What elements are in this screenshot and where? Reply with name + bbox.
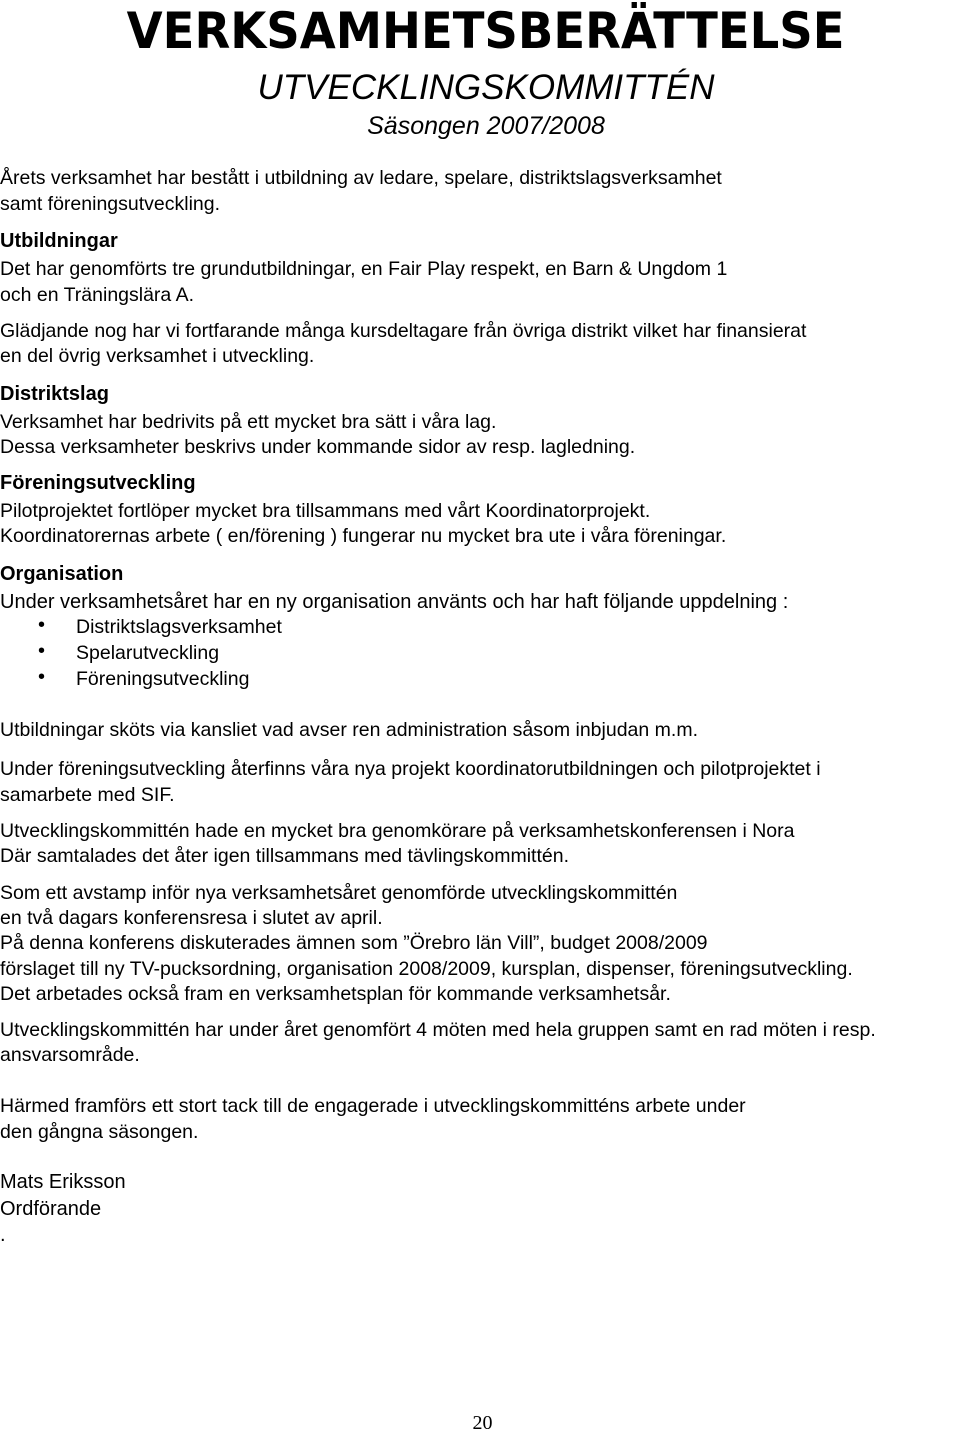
section-heading-organisation: Organisation bbox=[0, 563, 124, 585]
paragraph-line: Det arbetades också fram en verksamhetsplan för kommande verksamhetsår. bbox=[0, 983, 671, 1005]
paragraph-line: den gångna säsongen. bbox=[0, 1121, 199, 1143]
document-title: VERKSAMHETSBERÄTTELSE bbox=[126, 2, 845, 60]
document-subtitle: UTVECKLINGSKOMMITTÉN bbox=[257, 68, 715, 107]
paragraph-line: Utbildningar sköts via kansliet vad avser ren administration såsom inbjudan m.m. bbox=[0, 719, 698, 741]
page-number: 20 bbox=[472, 1412, 493, 1434]
intro-line: samt föreningsutveckling. bbox=[0, 193, 221, 215]
paragraph-line: ansvarsområde. bbox=[0, 1044, 140, 1066]
intro-line: Årets verksamhet har bestått i utbildning av ledare, spelare, distriktslagsverksamhet bbox=[0, 167, 722, 189]
section-text: en del övrig verksamhet i utveckling. bbox=[0, 345, 315, 367]
signature-role: Ordförande bbox=[0, 1198, 102, 1220]
list-item: Spelarutveckling bbox=[76, 642, 220, 664]
paragraph-line: Utvecklingskommittén hade en mycket bra genomkörare på verksamhetskonferensen i Nora bbox=[0, 820, 795, 842]
paragraph-line: Där samtalades det åter igen tillsammans med tävlingskommittén. bbox=[0, 845, 569, 867]
signature-name: Mats Eriksson bbox=[0, 1171, 126, 1193]
section-text: Under verksamhetsåret har en ny organisation använts och har haft följande uppdelning : bbox=[0, 591, 789, 613]
paragraph-line: Härmed framförs ett stort tack till de engagerade i utvecklingskommitténs arbete under bbox=[0, 1095, 746, 1117]
section-text: Pilotprojektet fortlöper mycket bra tillsammans med vårt Koordinatorprojekt. bbox=[0, 500, 651, 522]
section-text: Koordinatorernas arbete ( en/förening ) fungerar nu mycket bra ute i våra föreningar. bbox=[0, 525, 727, 547]
bullet-icon: • bbox=[38, 614, 46, 636]
season-label: Säsongen 2007/2008 bbox=[367, 112, 605, 140]
paragraph-line: Utvecklingskommittén har under året genomfört 4 möten med hela gruppen samt en rad möten i resp. bbox=[0, 1019, 876, 1041]
list-item: Distriktslagsverksamhet bbox=[76, 616, 282, 638]
paragraph-line: samarbete med SIF. bbox=[0, 784, 175, 806]
section-heading-distriktslag: Distriktslag bbox=[0, 383, 109, 405]
bullet-icon: • bbox=[38, 666, 46, 688]
section-text: Glädjande nog har vi fortfarande många kursdeltagare från övriga distrikt vilket har finansierat bbox=[0, 320, 807, 342]
signature-dot: . bbox=[0, 1224, 6, 1246]
section-text: Det har genomförts tre grundutbildningar, en Fair Play respekt, en Barn & Ungdom 1 bbox=[0, 258, 728, 280]
section-text: Verksamhet har bedrivits på ett mycket bra sätt i våra lag. bbox=[0, 411, 497, 433]
section-heading-utbildningar: Utbildningar bbox=[0, 230, 118, 252]
list-item: Föreningsutveckling bbox=[76, 668, 250, 690]
paragraph-line: Under föreningsutveckling återfinns våra nya projekt koordinatorutbildningen och pilotprojektet i bbox=[0, 758, 821, 780]
paragraph-line: Som ett avstamp inför nya verksamhetsåret genomförde utvecklingskommittén bbox=[0, 882, 678, 904]
section-text: och en Träningslära A. bbox=[0, 284, 195, 306]
section-text: Dessa verksamheter beskrivs under kommande sidor av resp. lagledning. bbox=[0, 436, 636, 458]
paragraph-line: en två dagars konferensresa i slutet av april. bbox=[0, 907, 383, 929]
section-heading-foreningsutveckling: Föreningsutveckling bbox=[0, 472, 196, 494]
paragraph-line: På denna konferens diskuterades ämnen som ”Örebro län Vill”, budget 2008/2009 bbox=[0, 932, 708, 954]
paragraph-line: förslaget till ny TV-pucksordning, organisation 2008/2009, kursplan, dispenser, föreningsutveckling. bbox=[0, 958, 853, 980]
bullet-icon: • bbox=[38, 640, 46, 662]
